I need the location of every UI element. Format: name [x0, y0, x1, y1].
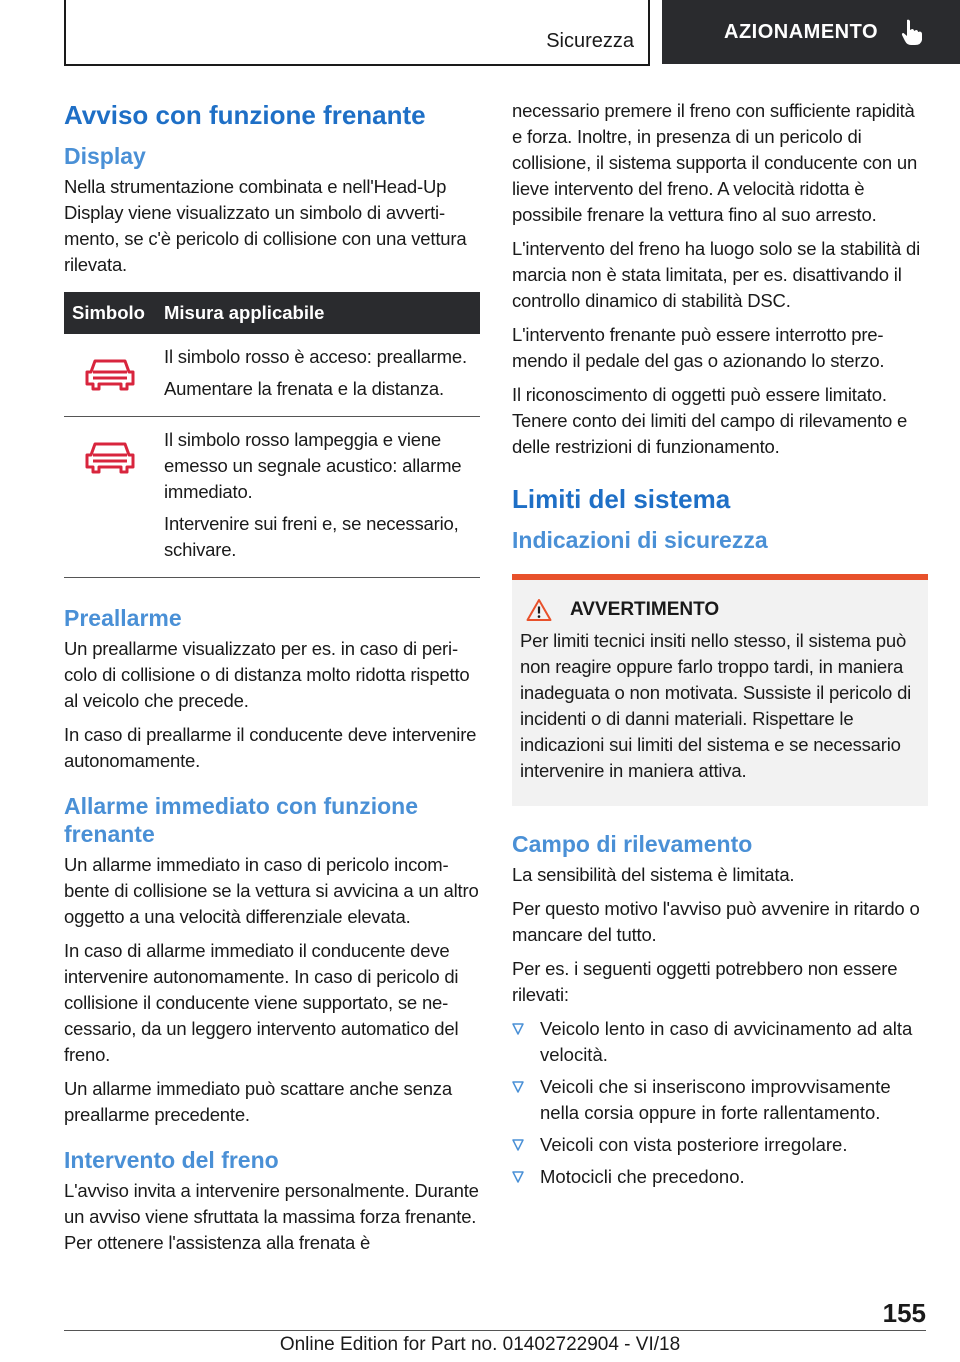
section-title: Avviso con funzione frenante	[64, 100, 426, 130]
warning-text: Per limiti tecnici insiti nello stesso, il sistema può non reagire oppure farlo troppo tardi, in maniera inadeguata o non motivata. Sussiste il pericolo di incidenti o di danni materiali. Rispettare le indicazioni sui limiti del sistema e se necessario intervenire in maniera attiva.	[520, 630, 912, 781]
header-rule-left	[64, 0, 66, 66]
right-column	[512, 98, 928, 1196]
continued-text-4: Il riconoscimento di oggetti può essere limitato. Tenere conto dei limiti del campo di rilevamento e delle restrizioni di funzionamento.	[512, 384, 908, 457]
immediate-alarm-heading: Allarme immediato con funzione frenante	[64, 793, 418, 847]
prealarm-heading: Preallarme	[64, 605, 182, 631]
header-rule-bottom	[64, 64, 650, 66]
red-car-icon	[85, 441, 135, 475]
detection-range-text-1: La sensibilità del sistema è limitata.	[512, 864, 795, 885]
table-row-line2: Intervenire sui freni e, se necessario, schivare.	[164, 513, 459, 560]
system-limits-title: Limiti del sistema	[512, 484, 731, 514]
immediate-alarm-text-2: In caso di allarme immediato il conducente deve intervenire autonomamente. In caso di pericolo di collisione il conducente viene supportato, se necessario, da un leggero intervento automatico del freno.	[64, 940, 459, 1065]
header-rule-divider	[648, 0, 650, 66]
immediate-alarm-text-1: Un allarme immediato in caso di pericolo incombente di collisione se la vettura si avvicina a un altro oggetto a una velocità differenziale elevata.	[64, 854, 479, 927]
continued-text-1: necessario premere il freno con sufficiente rapidità e forza. Inoltre, in presenza di un pericolo di collisione, il sistema supporta il conducente con un lieve intervento del freno. A velocità ridotta è possibile frenare la vettura fino al suo arresto.	[512, 100, 918, 225]
footer-edition-text[interactable]: Online Edition for Part no. 01402722904 - VI/18	[279, 1334, 681, 1355]
brake-intervention-text: L'avviso invita a intervenire personalmente. Durante un avviso viene sfruttata la massima forza frenante. Per ottenere l'assistenza alla frenata è	[64, 1180, 479, 1253]
prealarm-text-2: In caso di preallarme il conducente deve intervenire autonomamente.	[64, 724, 477, 771]
red-car-icon	[85, 358, 135, 392]
header-chapter-label: AZIONAMENTO	[724, 20, 879, 43]
table-row	[64, 334, 480, 417]
pointing-hand-icon	[900, 18, 924, 46]
warning-box	[512, 574, 928, 806]
table-row-line1: Il simbolo rosso lampeggia e viene emesso un segnale acustico: allarme immediato.	[164, 429, 462, 502]
safety-notes-heading: Indicazioni di sicurezza	[512, 527, 768, 553]
immediate-alarm-text-3: Un allarme immediato può scattare anche senza preallarme precedente.	[64, 1078, 452, 1125]
header-chapter-tab[interactable]	[662, 0, 960, 64]
list-item: Motocicli che precedono.	[512, 1164, 928, 1190]
left-column	[64, 98, 480, 1264]
undetected-objects-list	[512, 1016, 928, 1190]
brake-intervention-heading: Intervento del freno	[64, 1147, 279, 1173]
display-heading: Display	[64, 143, 146, 169]
continued-text-2: L'intervento del freno ha luogo solo se la stabilità di marcia non è stata limitata, per es. disattivando il controllo dinamico di stabilità DSC.	[512, 238, 921, 311]
table-header-measure: Misura applicabile	[156, 292, 480, 334]
table-row-line2: Aumentare la frenata e la distanza.	[164, 378, 444, 399]
detection-range-text-2: Per questo motivo l'avviso può avvenire in ritardo o mancare del tutto.	[512, 898, 920, 945]
list-item: Veicolo lento in caso di avvicinamento ad alta velocità.	[512, 1016, 928, 1068]
header-section-label[interactable]: Sicurezza	[546, 30, 634, 52]
table-row-line1: Il simbolo rosso è acceso: preallarme.	[164, 346, 467, 367]
triangle-bullet-icon	[512, 1171, 524, 1183]
display-text: Nella strumentazione combinata e nell'Head-Up Display viene visualizzato un simbolo di avvertimento, se c'è pericolo di collisione con una vettura rilevata.	[64, 176, 467, 275]
continued-text-3: L'intervento frenante può essere interrotto premendo il pedale del gas o azionando lo sterzo.	[512, 324, 885, 371]
prealarm-text-1: Un preallarme visualizzato per es. in caso di pericolo di collisione o di distanza molto ridotta rispetto al veicolo che precede.	[64, 638, 470, 711]
warning-triangle-icon	[526, 598, 552, 622]
table-row	[64, 417, 480, 578]
symbol-table	[64, 292, 480, 578]
warning-label: AVVERTIMENTO	[570, 599, 720, 620]
triangle-bullet-icon	[512, 1023, 524, 1035]
triangle-bullet-icon	[512, 1081, 524, 1093]
list-item: Veicoli che si inseriscono improvvisamente nella corsia oppure in forte rallentamento.	[512, 1074, 928, 1126]
footer-rule	[64, 1330, 926, 1331]
detection-range-text-3: Per es. i seguenti oggetti potrebbero non essere rilevati:	[512, 958, 898, 1005]
table-header-symbol: Simbolo	[64, 292, 156, 334]
triangle-bullet-icon	[512, 1139, 524, 1151]
page-number: 155	[882, 1298, 926, 1328]
list-item: Veicoli con vista posteriore irregolare.	[512, 1132, 928, 1158]
detection-range-heading: Campo di rilevamento	[512, 831, 753, 857]
